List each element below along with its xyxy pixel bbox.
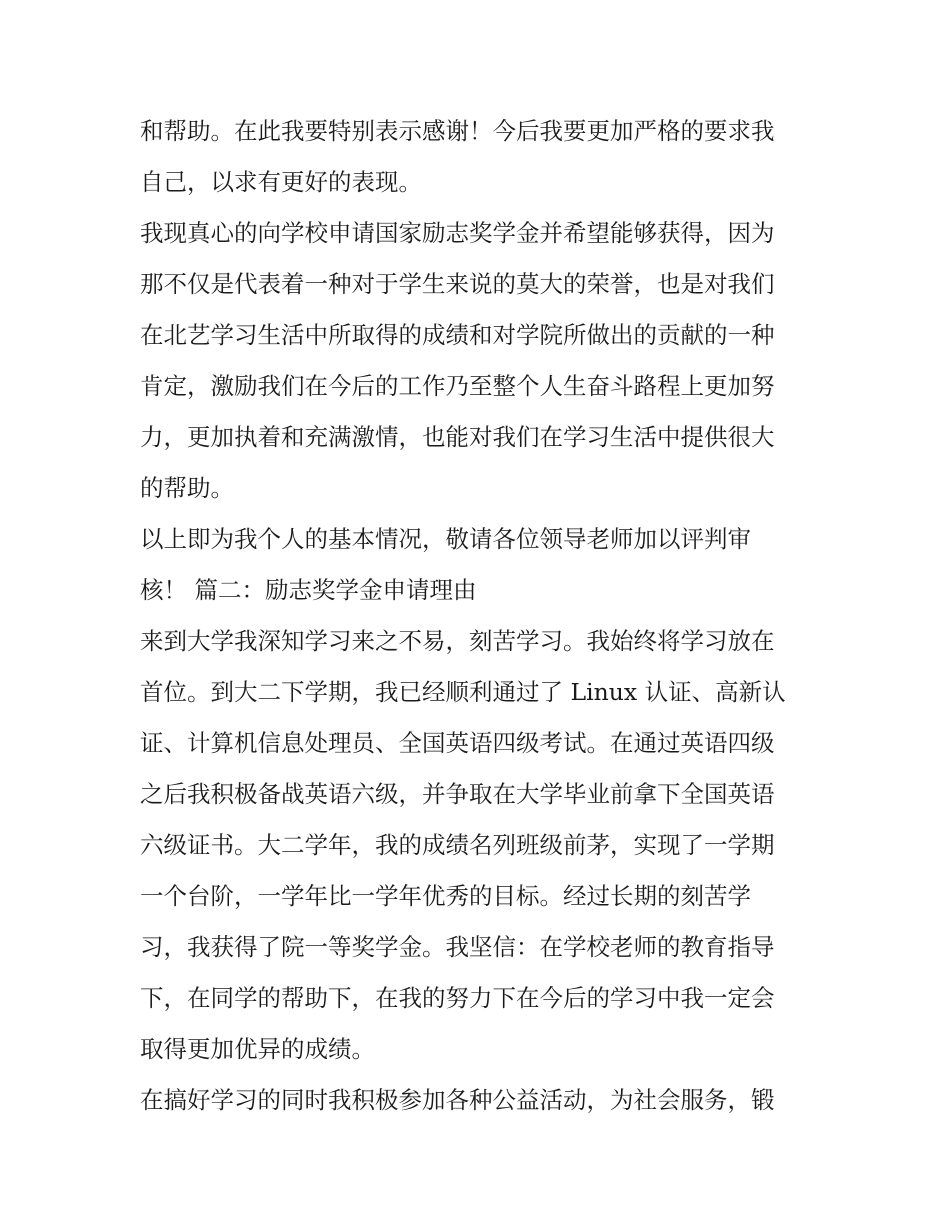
text-line: 肯定，激励我们在今后的工作乃至整个人生奋斗路程上更加努 bbox=[140, 372, 775, 400]
text-line: 以上即为我个人的基本情况，敬请各位领导老师加以评判审 bbox=[140, 525, 751, 553]
text-line: 那不仅是代表着一种对于学生来说的莫大的荣誉，也是对我们 bbox=[140, 270, 775, 298]
text-line: 我现真心的向学校申请国家励志奖学金并希望能够获得，因为 bbox=[140, 219, 775, 247]
text-line: 取得更加优异的成绩。 bbox=[140, 1035, 375, 1063]
document-body bbox=[140, 106, 820, 1126]
text-line: 力，更加执着和充满激情，也能对我们在学习生活中提供很大 bbox=[140, 423, 775, 451]
text-line: 下，在同学的帮助下，在我的努力下在今后的学习中我一定会 bbox=[140, 984, 775, 1012]
text-line: 和帮助。在此我要特别表示感谢！今后我要更加严格的要求我 bbox=[140, 117, 775, 145]
text-line: 首位。到大二下学期，我已经顺利通过了 Linux 认证、高新认 bbox=[140, 678, 786, 706]
text-line: 的帮助。 bbox=[140, 474, 234, 502]
text-line: 来到大学我深知学习来之不易，刻苦学习。我始终将学习放在 bbox=[140, 627, 775, 655]
text-line: 一个台阶，一学年比一学年优秀的目标。经过长期的刻苦学 bbox=[140, 882, 751, 910]
text-line: 六级证书。大二学年，我的成绩名列班级前茅，实现了一学期 bbox=[140, 831, 775, 859]
text-line: 自己，以求有更好的表现。 bbox=[140, 168, 422, 196]
text-line: 在北艺学习生活中所取得的成绩和对学院所做出的贡献的一种 bbox=[140, 321, 775, 349]
text-line: 证、计算机信息处理员、全国英语四级考试。在通过英语四级 bbox=[140, 729, 775, 757]
text-line: 习，我获得了院一等奖学金。我坚信：在学校老师的教育指导 bbox=[140, 933, 775, 961]
text-line: 核！ 篇二：励志奖学金申请理由 bbox=[140, 576, 477, 604]
text-line: 之后我积极备战英语六级，并争取在大学毕业前拿下全国英语 bbox=[140, 780, 775, 808]
text-line: 在搞好学习的同时我积极参加各种公益活动，为社会服务，锻 bbox=[140, 1086, 775, 1114]
